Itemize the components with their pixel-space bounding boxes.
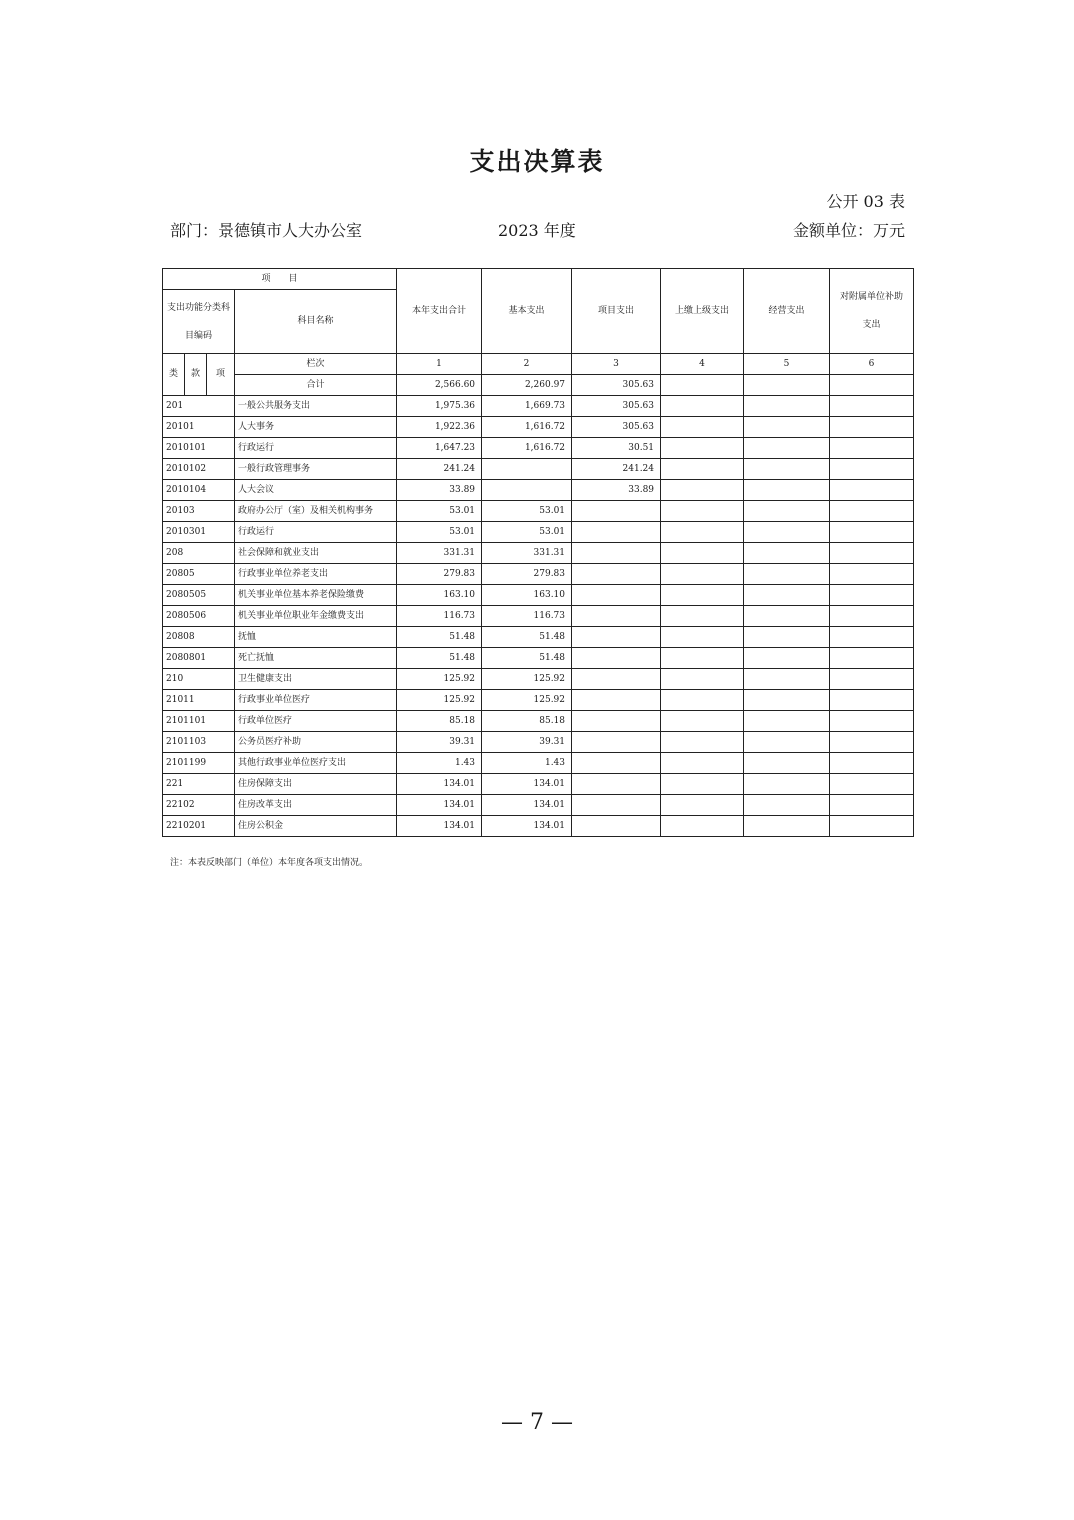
table-row <box>163 669 914 690</box>
row-value <box>572 564 661 585</box>
row-code: 20103 <box>163 501 235 522</box>
row-subject-name: 死亡抚恤 <box>235 648 397 669</box>
row-code: 221 <box>163 774 235 795</box>
table-note: 注：本表反映部门（单位）本年度各项支出情况。 <box>170 858 369 868</box>
row-value <box>744 417 830 438</box>
row-code: 201 <box>163 396 235 417</box>
row-value <box>744 669 830 690</box>
row-value <box>830 459 914 480</box>
row-subject-name: 住房保障支出 <box>235 774 397 795</box>
row-subject-name: 一般行政管理事务 <box>235 459 397 480</box>
row-value <box>661 396 744 417</box>
row-value: 134.01 <box>397 816 482 837</box>
table-row <box>163 522 914 543</box>
table-row <box>163 501 914 522</box>
table-row <box>163 606 914 627</box>
row-subject-name: 住房公积金 <box>235 816 397 837</box>
row-value <box>830 564 914 585</box>
header-subject-name: 科目名称 <box>235 290 397 354</box>
row-value <box>744 732 830 753</box>
row-value: 1.43 <box>397 753 482 774</box>
column-index: 6 <box>830 354 914 375</box>
table-row <box>163 438 914 459</box>
row-value: 53.01 <box>482 522 572 543</box>
row-value: 279.83 <box>482 564 572 585</box>
row-value <box>572 543 661 564</box>
row-value <box>572 795 661 816</box>
row-value <box>830 501 914 522</box>
row-subject-name: 公务员医疗补助 <box>235 732 397 753</box>
row-value: 51.48 <box>482 648 572 669</box>
column-index: 1 <box>397 354 482 375</box>
row-value: 53.01 <box>482 501 572 522</box>
row-value: 163.10 <box>482 585 572 606</box>
row-value: 1.43 <box>482 753 572 774</box>
header-basic: 基本支出 <box>482 269 572 354</box>
row-value: 53.01 <box>397 501 482 522</box>
row-value: 51.48 <box>482 627 572 648</box>
row-subject-name: 抚恤 <box>235 627 397 648</box>
row-code: 2010104 <box>163 480 235 501</box>
row-value <box>744 480 830 501</box>
row-value <box>830 816 914 837</box>
table-row <box>163 564 914 585</box>
form-number: 公开 03 表 <box>826 192 905 211</box>
table-row <box>163 711 914 732</box>
row-code: 22102 <box>163 795 235 816</box>
row-value: 125.92 <box>397 690 482 711</box>
row-value <box>744 585 830 606</box>
table-row <box>163 480 914 501</box>
row-subject-name: 行政单位医疗 <box>235 711 397 732</box>
row-value <box>830 438 914 459</box>
row-value: 125.92 <box>482 669 572 690</box>
row-value: 33.89 <box>397 480 482 501</box>
row-code: 2080505 <box>163 585 235 606</box>
row-value: 241.24 <box>572 459 661 480</box>
row-subject-name: 住房改革支出 <box>235 795 397 816</box>
table-row <box>163 585 914 606</box>
row-code: 21011 <box>163 690 235 711</box>
row-subject-name: 机关事业单位职业年金缴费支出 <box>235 606 397 627</box>
row-value <box>661 585 744 606</box>
row-value <box>830 480 914 501</box>
row-value: 125.92 <box>397 669 482 690</box>
row-value: 331.31 <box>397 543 482 564</box>
row-value <box>744 816 830 837</box>
row-value <box>830 648 914 669</box>
row-value: 125.92 <box>482 690 572 711</box>
row-code: 2080506 <box>163 606 235 627</box>
row-subject-name: 社会保障和就业支出 <box>235 543 397 564</box>
total-value <box>661 375 744 396</box>
row-value <box>661 522 744 543</box>
table-row <box>163 648 914 669</box>
header-xiang: 项 <box>207 354 235 396</box>
row-code: 2010101 <box>163 438 235 459</box>
row-value <box>661 459 744 480</box>
row-value <box>661 627 744 648</box>
row-value <box>744 501 830 522</box>
row-value <box>830 417 914 438</box>
column-index-label: 栏次 <box>235 354 397 375</box>
header-project-expense: 项目支出 <box>572 269 661 354</box>
row-value <box>661 774 744 795</box>
row-value <box>830 585 914 606</box>
row-value: 1,975.36 <box>397 396 482 417</box>
row-value <box>482 459 572 480</box>
row-value <box>661 669 744 690</box>
row-value: 30.51 <box>572 438 661 459</box>
row-subject-name: 行政运行 <box>235 522 397 543</box>
unit-label: 金额单位：万元 <box>792 221 905 240</box>
row-subject-name: 人大事务 <box>235 417 397 438</box>
row-value <box>572 753 661 774</box>
table-row <box>163 417 914 438</box>
row-value <box>661 417 744 438</box>
row-value: 1,669.73 <box>482 396 572 417</box>
row-value <box>830 669 914 690</box>
row-value <box>830 522 914 543</box>
row-value <box>482 480 572 501</box>
row-value <box>572 585 661 606</box>
row-value: 85.18 <box>482 711 572 732</box>
total-value <box>744 375 830 396</box>
row-value: 134.01 <box>482 816 572 837</box>
row-value: 279.83 <box>397 564 482 585</box>
row-value: 305.63 <box>572 396 661 417</box>
row-value <box>830 627 914 648</box>
row-value <box>830 690 914 711</box>
row-value <box>572 732 661 753</box>
row-value <box>572 522 661 543</box>
row-subject-name: 行政事业单位养老支出 <box>235 564 397 585</box>
row-value: 134.01 <box>482 795 572 816</box>
total-value: 305.63 <box>572 375 661 396</box>
row-value: 51.48 <box>397 648 482 669</box>
row-value <box>572 669 661 690</box>
row-value <box>572 648 661 669</box>
column-index: 3 <box>572 354 661 375</box>
row-code: 2080801 <box>163 648 235 669</box>
row-value: 1,647.23 <box>397 438 482 459</box>
row-code: 2101103 <box>163 732 235 753</box>
row-value <box>744 774 830 795</box>
row-value <box>661 543 744 564</box>
row-value: 33.89 <box>572 480 661 501</box>
row-value <box>744 543 830 564</box>
row-code: 2101199 <box>163 753 235 774</box>
row-code: 208 <box>163 543 235 564</box>
row-value: 163.10 <box>397 585 482 606</box>
row-code: 2210201 <box>163 816 235 837</box>
row-value: 134.01 <box>397 774 482 795</box>
row-value <box>744 648 830 669</box>
row-value: 39.31 <box>482 732 572 753</box>
row-value <box>661 648 744 669</box>
totals-label: 合计 <box>235 375 397 396</box>
row-code: 210 <box>163 669 235 690</box>
table-row <box>163 795 914 816</box>
header-func-code: 支出功能分类科目编码 <box>163 290 235 354</box>
row-value <box>572 774 661 795</box>
header-lei: 类 <box>163 354 185 396</box>
row-value <box>572 816 661 837</box>
row-value <box>572 501 661 522</box>
header-kuan: 款 <box>185 354 207 396</box>
row-value <box>744 396 830 417</box>
row-value <box>572 627 661 648</box>
row-value <box>830 606 914 627</box>
row-value <box>661 795 744 816</box>
header-subsidy: 对附属单位补助支出 <box>830 269 914 354</box>
row-value: 116.73 <box>482 606 572 627</box>
row-value <box>661 711 744 732</box>
row-value <box>661 564 744 585</box>
table-row <box>163 396 914 417</box>
row-value <box>744 627 830 648</box>
page-number: — 7 — <box>501 1410 573 1435</box>
row-value <box>661 690 744 711</box>
row-value <box>830 753 914 774</box>
total-value: 2,260.97 <box>482 375 572 396</box>
row-value <box>572 690 661 711</box>
column-index: 4 <box>661 354 744 375</box>
row-value <box>661 753 744 774</box>
row-value <box>744 753 830 774</box>
row-value: 85.18 <box>397 711 482 732</box>
row-value: 1,616.72 <box>482 417 572 438</box>
row-subject-name: 行政事业单位医疗 <box>235 690 397 711</box>
row-value: 305.63 <box>572 417 661 438</box>
row-value <box>744 438 830 459</box>
row-value <box>572 711 661 732</box>
table-row <box>163 459 914 480</box>
row-value <box>830 795 914 816</box>
row-value <box>830 543 914 564</box>
row-value: 241.24 <box>397 459 482 480</box>
row-code: 2010102 <box>163 459 235 480</box>
expenditure-table <box>162 268 914 837</box>
row-value <box>830 396 914 417</box>
row-value <box>572 606 661 627</box>
table-row <box>163 627 914 648</box>
table-row <box>163 774 914 795</box>
header-total: 本年支出合计 <box>397 269 482 354</box>
row-value <box>661 606 744 627</box>
table-row <box>163 732 914 753</box>
row-value <box>744 606 830 627</box>
year-label: 2023 年度 <box>498 221 576 240</box>
row-code: 2101101 <box>163 711 235 732</box>
row-subject-name: 其他行政事业单位医疗支出 <box>235 753 397 774</box>
row-value: 1,922.36 <box>397 417 482 438</box>
row-subject-name: 行政运行 <box>235 438 397 459</box>
total-value: 2,566.60 <box>397 375 482 396</box>
row-value <box>661 732 744 753</box>
row-value <box>744 795 830 816</box>
page-title: 支出决算表 <box>469 147 605 176</box>
table-row <box>163 543 914 564</box>
row-value <box>661 501 744 522</box>
row-value <box>744 522 830 543</box>
row-subject-name: 卫生健康支出 <box>235 669 397 690</box>
totals-row <box>163 375 914 396</box>
row-value <box>661 480 744 501</box>
row-value <box>661 438 744 459</box>
row-value <box>830 732 914 753</box>
row-subject-name: 政府办公厅（室）及相关机构事务 <box>235 501 397 522</box>
row-value: 39.31 <box>397 732 482 753</box>
row-value: 331.31 <box>482 543 572 564</box>
table-row <box>163 753 914 774</box>
row-value: 51.48 <box>397 627 482 648</box>
row-value <box>661 816 744 837</box>
row-code: 20805 <box>163 564 235 585</box>
total-value <box>830 375 914 396</box>
row-value: 134.01 <box>482 774 572 795</box>
row-value: 134.01 <box>397 795 482 816</box>
table-row <box>163 690 914 711</box>
header-turn-in: 上缴上级支出 <box>661 269 744 354</box>
row-code: 2010301 <box>163 522 235 543</box>
row-value: 116.73 <box>397 606 482 627</box>
column-index: 5 <box>744 354 830 375</box>
row-subject-name: 人大会议 <box>235 480 397 501</box>
row-subject-name: 一般公共服务支出 <box>235 396 397 417</box>
row-value <box>830 774 914 795</box>
header-project: 项 目 <box>163 269 397 290</box>
row-value <box>744 459 830 480</box>
row-value <box>744 690 830 711</box>
row-value: 53.01 <box>397 522 482 543</box>
row-value <box>744 564 830 585</box>
header-operating: 经营支出 <box>744 269 830 354</box>
row-code: 20808 <box>163 627 235 648</box>
column-index: 2 <box>482 354 572 375</box>
department-label: 部门：景德镇市人大办公室 <box>170 221 363 240</box>
table-row <box>163 816 914 837</box>
row-value: 1,616.72 <box>482 438 572 459</box>
row-code: 20101 <box>163 417 235 438</box>
row-value <box>744 711 830 732</box>
row-subject-name: 机关事业单位基本养老保险缴费 <box>235 585 397 606</box>
row-value <box>830 711 914 732</box>
